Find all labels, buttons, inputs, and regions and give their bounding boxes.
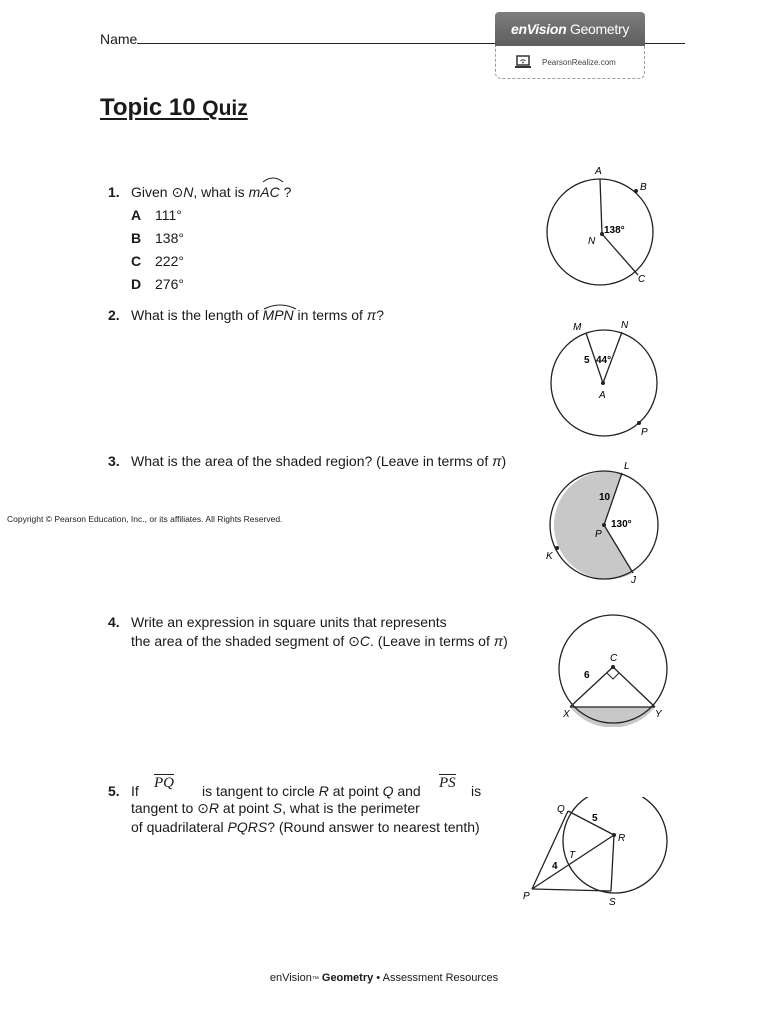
label-c: C	[610, 653, 618, 664]
question-number: 5.	[108, 783, 120, 799]
label-p: P	[523, 891, 530, 902]
angle-label: 44°	[596, 355, 612, 366]
label-a: A	[595, 166, 602, 177]
copyright-notice: Copyright © Pearson Education, Inc., or its affiliates. All Rights Reserved.	[7, 514, 283, 524]
question-text-line2: the area of the shaded segment of ⊙C. (Leave in terms of π)	[131, 633, 508, 649]
question-number: 1.	[108, 184, 120, 200]
question-text: Given ⊙N, what is mAC ?	[131, 183, 291, 201]
choice-d[interactable]: D 276°	[131, 276, 184, 292]
question-number: 4.	[108, 614, 120, 630]
label-n: N	[621, 320, 629, 331]
radius-label: 6	[584, 670, 590, 681]
site-url: PearsonRealize.com	[542, 57, 616, 67]
label-c: C	[638, 274, 646, 285]
brand-logo: enVision Geometry	[495, 12, 645, 46]
label-k: K	[546, 551, 553, 562]
side-label: 5	[584, 355, 590, 366]
question-text: What is the area of the shaded region? (Leave in terms of π)	[131, 453, 507, 469]
angle-label: 130°	[611, 519, 632, 530]
question-text-line1: Write an expression in square units that represents	[131, 614, 447, 630]
figure-circle-p	[540, 455, 670, 590]
segment-pq: PQ	[154, 775, 174, 791]
segment-pt-label: 4	[552, 861, 558, 872]
page-footer: enVision™ Geometry • Assessment Resources	[269, 972, 499, 984]
question-text-line1: is tangent to circle R at point Q and	[202, 783, 421, 799]
label-p: P	[641, 427, 648, 438]
name-label: Name	[100, 31, 138, 47]
label-q: Q	[557, 804, 565, 815]
radius-label: 10	[599, 492, 611, 503]
label-a: A	[599, 390, 606, 401]
segment-ps: PS	[439, 775, 456, 791]
label-l: L	[624, 461, 630, 472]
angle-label: 138°	[604, 225, 625, 236]
figure-circle-c	[555, 607, 675, 727]
arc-ac: AC	[260, 184, 279, 200]
question-text-line2: tangent to ⊙R at point S, what is the perimeter	[131, 800, 420, 816]
label-j: J	[631, 575, 636, 586]
question-text-is: is	[471, 783, 482, 799]
label-b: B	[640, 182, 647, 193]
label-y: Y	[655, 709, 662, 720]
figure-circle-r	[518, 797, 673, 912]
arc-mark-icon	[262, 175, 284, 183]
choice-a[interactable]: A 111°	[131, 207, 182, 223]
question-text: What is the length of MPN in terms of π?	[131, 306, 384, 324]
label-t: T	[569, 850, 576, 861]
question-text-line3: of quadrilateral PQRS? (Round answer to nearest tenth)	[131, 819, 480, 835]
choice-b[interactable]: B 138°	[131, 230, 184, 246]
arc-mpn: MPN	[263, 307, 294, 323]
segment-qr-label: 5	[592, 813, 598, 824]
figure-circle-a	[540, 315, 670, 445]
label-s: S	[609, 897, 616, 908]
label-p: P	[595, 529, 602, 540]
label-n: N	[588, 236, 596, 247]
page-title: Topic 10 Quiz	[100, 94, 248, 121]
laptop-icon	[514, 55, 532, 69]
label-r: R	[618, 833, 626, 844]
label-m: M	[573, 322, 582, 333]
envision-brand-badge	[495, 12, 645, 79]
question-number: 2.	[108, 307, 120, 323]
arc-mark-icon	[263, 302, 297, 310]
question-number: 3.	[108, 453, 120, 469]
label-x: X	[563, 709, 570, 720]
choice-c[interactable]: C 222°	[131, 253, 184, 269]
brand-site-row	[495, 46, 645, 79]
question-text-if: If	[131, 783, 139, 799]
figure-circle-n	[540, 160, 670, 290]
